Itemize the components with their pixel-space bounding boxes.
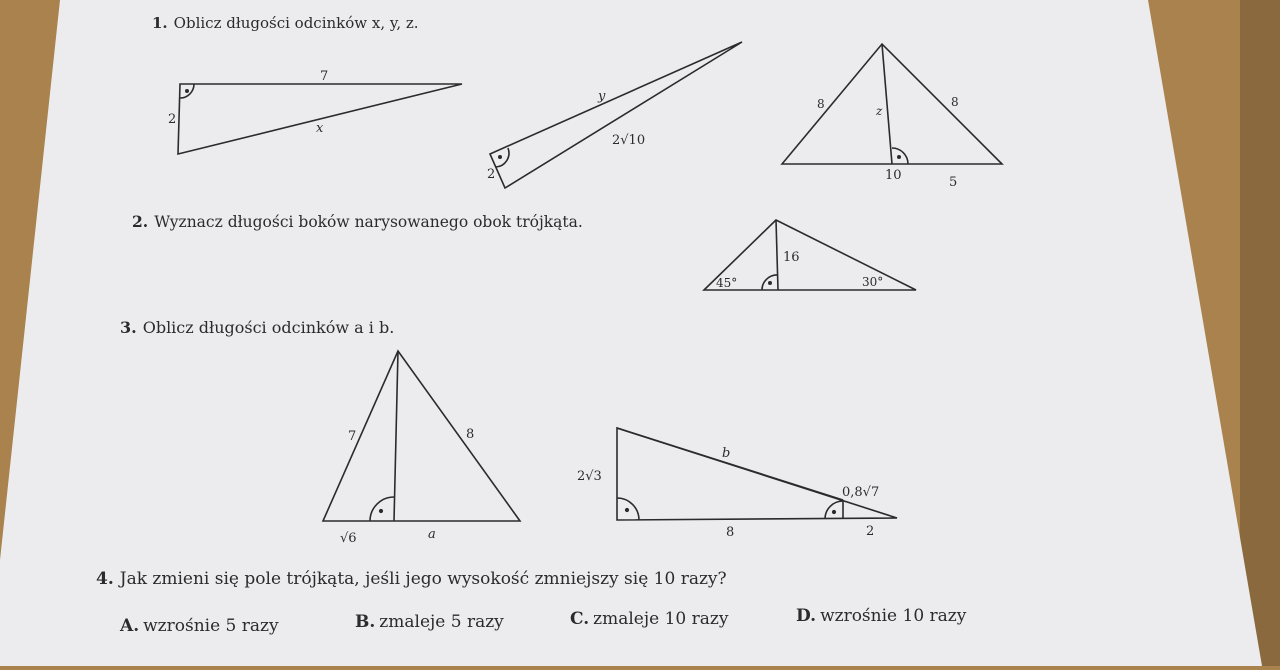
label-3a-left: 7: [348, 429, 357, 444]
task-2-number: 2.: [132, 212, 149, 231]
label-1c-right: 8: [951, 95, 959, 109]
answer-d: [796, 606, 966, 626]
answer-a-letter: A.: [120, 616, 140, 636]
answer-c-text: zmaleje 10 razy: [593, 609, 729, 629]
task-4-text: Jak zmieni się pole trójkąta, jeśli jego wysokość zmniejszy się 10 razy?: [119, 569, 727, 589]
label-1c-base-left: 10: [885, 168, 902, 183]
task-2-text: Wyznacz długości boków narysowanego obok trójkąta.: [154, 213, 583, 231]
answer-c-letter: C.: [570, 609, 590, 629]
label-1b-short: 2: [487, 167, 496, 182]
task-3-number: 3.: [120, 318, 137, 337]
answer-c: [570, 609, 728, 629]
answer-d-letter: D.: [796, 606, 817, 626]
label-1b-long: 2√10: [612, 133, 646, 148]
label-1c-height: z: [876, 104, 883, 118]
task-1-number: 1.: [152, 14, 168, 32]
answer-b: [355, 612, 504, 632]
label-3a-base-left: √6: [340, 531, 357, 546]
task-2-heading: [132, 212, 583, 231]
task-1-text: Oblicz długości odcinków x, y, z.: [173, 14, 419, 32]
task-3-text: Oblicz długości odcinków a i b.: [142, 318, 395, 337]
task-4-heading: [96, 569, 727, 589]
task-1-heading: [152, 14, 419, 32]
answer-a-text: wzrośnie 5 razy: [143, 616, 279, 636]
label-3a-base-right: a: [428, 527, 436, 542]
label-1b-hyp: y: [598, 89, 606, 104]
answer-d-text: wzrośnie 10 razy: [820, 606, 967, 626]
label-1c-base-right: 5: [949, 175, 958, 190]
label-2-angle-left: 45°: [716, 276, 738, 290]
answer-a: [120, 616, 279, 636]
answer-b-letter: B.: [355, 612, 376, 632]
label-3b-base: 8: [726, 525, 735, 540]
label-2-height: 16: [783, 250, 800, 265]
label-2-angle-right: 30°: [862, 275, 884, 289]
label-1c-left: 8: [817, 97, 825, 111]
answer-b-text: zmaleje 5 razy: [379, 612, 504, 632]
label-1a-hyp: x: [316, 121, 324, 136]
task-4-number: 4.: [96, 569, 114, 589]
label-3b-hyp: b: [722, 446, 731, 461]
label-3a-right: 8: [466, 427, 475, 442]
label-3b-seg: 0,8√7: [842, 485, 880, 500]
label-1a-top: 7: [320, 69, 329, 84]
task-3-heading: [120, 318, 394, 337]
label-3b-base-right: 2: [866, 524, 875, 539]
label-1a-left: 2: [168, 112, 177, 127]
label-3b-left: 2√3: [577, 469, 602, 484]
table-shadow: [1240, 0, 1280, 666]
